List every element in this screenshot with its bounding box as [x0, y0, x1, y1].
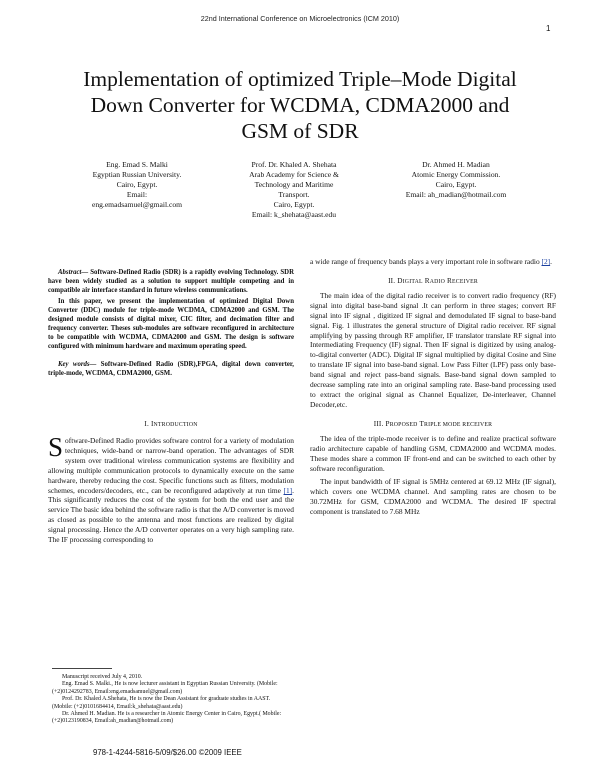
author-3-affiliation: Atomic Energy Commission.: [411, 170, 501, 179]
left-column: [48, 268, 294, 545]
author-1-name: Eng. Emad S. Malki: [106, 160, 168, 169]
section-2-w2-rest: ADIO: [429, 278, 446, 285]
title-line-1: Implementation of optimized Triple–Mode Digital: [83, 67, 517, 91]
keywords-text: Software-Defined Radio (SDR),FPGA, digital down converter, triple-mode, WCDMA, CDMA2000, GSM.: [48, 361, 294, 377]
author-2-affiliation-3: Transport.: [278, 190, 310, 199]
abstract-paragraph-2: In this paper, we present the implementation of optimized Digital Down Converter (DDC) module for triple-mode WCDMA, CDMA2000 and GSM. The designed module consists of digital mixer, CIC filter, and decimation filter and frequency converter. Theses sub-modules are software reconfigured in architecture to be compatible with WCDMA, CDMA2000 and GSM. The design is software configured with minimum hardware and maximum operating speed.: [48, 298, 294, 350]
author-2-email: Email: k_shehata@aast.edu: [251, 210, 337, 219]
section-2-w3-initial: R: [447, 276, 453, 285]
keywords-label: Key words—: [58, 361, 97, 368]
conference-header: 22nd International Conference on Microelectronics (ICM 2010): [200, 14, 400, 23]
author-1-affiliation: Egyptian Russian University.: [92, 170, 182, 179]
section-1-heading: [48, 420, 294, 428]
section-2-body: The main idea of the digital radio receiver is to convert radio frequency (RF) signal into digital base-band signal .It can perform in three stages; convert RF signal into IF signal , digitized IF signal and demodulated IF signal to base-band signal. Fig. 1 illustrates the general structure of Digital radio receiver. RF signal amplifying by passing through RF amplifier, IF translator translate RF signal into Intermediating Frequency (IF) signal. Then IF signal is digitized by using analog-to-digital converter (ADC). Digital IF signal multiplied by digital Cosine and Sine to translate IF signal into base-band signal. Low Pass Filter (LPF) pass only base-band signal and reject pass-band signals. Base-band signal down sampled to decrease sampling rate into an original sampling rate. Base-band processing used to extract the original signal as Channel Equalizer, De-interleaver, Channel Decoder,etc.: [310, 290, 556, 409]
section-3-w1-rest: ROPOSED: [389, 421, 418, 428]
reference-link-1[interactable]: [1]: [283, 485, 293, 495]
section-1-number: I.: [144, 420, 149, 428]
author-3-name: Dr. Ahmed H. Madian: [422, 160, 490, 169]
right-column: [310, 257, 556, 517]
author-2: [224, 160, 364, 220]
section-1-text-start: oftware-Defined Radio provides software control for a variety of modulation techniques, wide-band or narrow-band operation. The advantages of SDR system over traditional wireless communication systems are flexibility and allowing multiple communication protocols to dynamically execute on the same hardware, thereby reducing the cost. Specific functions such as filters, modulation schemes, encoders/decoders, etc., can be reconfigured adaptively at run time: [48, 436, 294, 495]
section-1-dropcap: S: [48, 432, 64, 462]
section-3-heading: [310, 420, 556, 428]
author-2-affiliation-2: Technology and Maritime: [254, 180, 334, 189]
author-1-email: eng.emadsamuel@gmail.com: [91, 200, 183, 209]
abstract-label: Abstract—: [58, 269, 89, 276]
title-line-3: GSM of SDR: [241, 119, 359, 143]
section-1-rest: NTRODUCTION: [153, 422, 198, 428]
author-3: [378, 160, 534, 200]
right-top-text: a wide range of frequency bands plays a very important role in software radio: [310, 257, 542, 266]
right-top-end: .: [550, 257, 552, 266]
footnote-2: Eng. Emad S. Malki., He is now lecturer assistant in Egyptian Russian University. (Mobile: (+2)0124292783, Email:eng.emadsamuel@gmail.com): [52, 681, 278, 695]
paper-title: [40, 66, 560, 144]
section-2-heading: [310, 277, 556, 285]
author-2-affiliation-1: Arab Academy for Science &: [249, 170, 339, 179]
author-2-location: Cairo, Egypt.: [273, 200, 315, 209]
footnotes: [52, 674, 290, 726]
title-line-2: Down Converter for WCDMA, CDMA2000 and: [90, 93, 510, 117]
footnote-3: Prof. Dr. Khaled A.Shehata, He is now the Dean Assistant for graduate studies in AAST.(Mobile: (+2)0101684414, Email:k_shehata@aast.edu): [52, 696, 271, 710]
abstract-paragraph-1: [48, 268, 294, 295]
section-2-number: II.: [388, 276, 396, 285]
keywords-paragraph: [48, 360, 294, 378]
author-1-location: Cairo, Egypt.: [116, 180, 158, 189]
right-top-paragraph: [310, 257, 556, 267]
section-2-w1-rest: IGITAL: [402, 278, 423, 285]
abstract-text-1: Software-Defined Radio (SDR) is a rapidly evolving Technology. SDR have been widely studied as a solution to support multiple competing and in compatible air interface standard in future wireless communications.: [48, 269, 294, 294]
author-3-location: Cairo, Egypt.: [435, 180, 477, 189]
footnote-4: Dr. Ahmed H. Madian. He is a researcher in Atomic Energy Center in Cairo, Egypt.( Mobile: (+2)0123190834, Email:ah_madian@hotmail.com): [52, 711, 282, 725]
section-3-paragraph-1: The idea of the triple-mode receiver is to define and realize practical software radio architecture capable of handling GSM, CDMA2000 and WCDMA modes. These modes share a common IF front-end and can be switched to each other by software reconfiguration.: [310, 433, 556, 473]
author-3-email: Email: ah_madian@hotmail.com: [405, 190, 507, 199]
section-1-body: [48, 432, 294, 545]
section-3-paragraph-2: The input bandwidth of IF signal is 5MHz centered at 69.12 MHz (IF signal), which covers one WCDMA channel. And sampling rates are chosen to be 30.72MHz for GSM, CDMA2000 and WCDMA. The desired IF spectral component is translated to 7.68 MHz: [310, 477, 556, 517]
reference-link-2[interactable]: [2]: [541, 257, 551, 266]
section-1-text-end: . This significantly reduces the cost of the system for both the end user and the service The basic idea behind the software radio is that the A/D converter is moved as closed as possible to the antenna and most functions are realized by digital signal processing. Hence the A/D converter operates on a very high sampling rate. The IF processing corresponding to: [48, 485, 294, 545]
section-1-initial: I: [150, 420, 154, 428]
section-3-number: III.: [373, 419, 384, 428]
section-3-w1-initial: P: [385, 419, 390, 428]
footnote-1: Manuscript received July 4, 2010.: [62, 674, 143, 680]
author-2-name: Prof. Dr. Khaled A. Shehata: [251, 160, 337, 169]
footnote-divider: [52, 668, 112, 669]
section-3-w2-initial: T: [419, 419, 425, 428]
section-2-w1-initial: D: [397, 276, 403, 285]
section-2-w3-rest: ECEIVER: [452, 278, 478, 285]
section-3-w2-rest: RIPLE MODE RECEIVER: [424, 421, 493, 428]
copyright-line: 978-1-4244-5816-5/09/$26.00 ©2009 IEEE: [93, 748, 242, 757]
page-number: 1: [546, 24, 551, 33]
section-2-w2-initial: R: [424, 276, 430, 285]
author-1: [62, 160, 212, 210]
author-1-email-label: Email:: [126, 190, 148, 199]
